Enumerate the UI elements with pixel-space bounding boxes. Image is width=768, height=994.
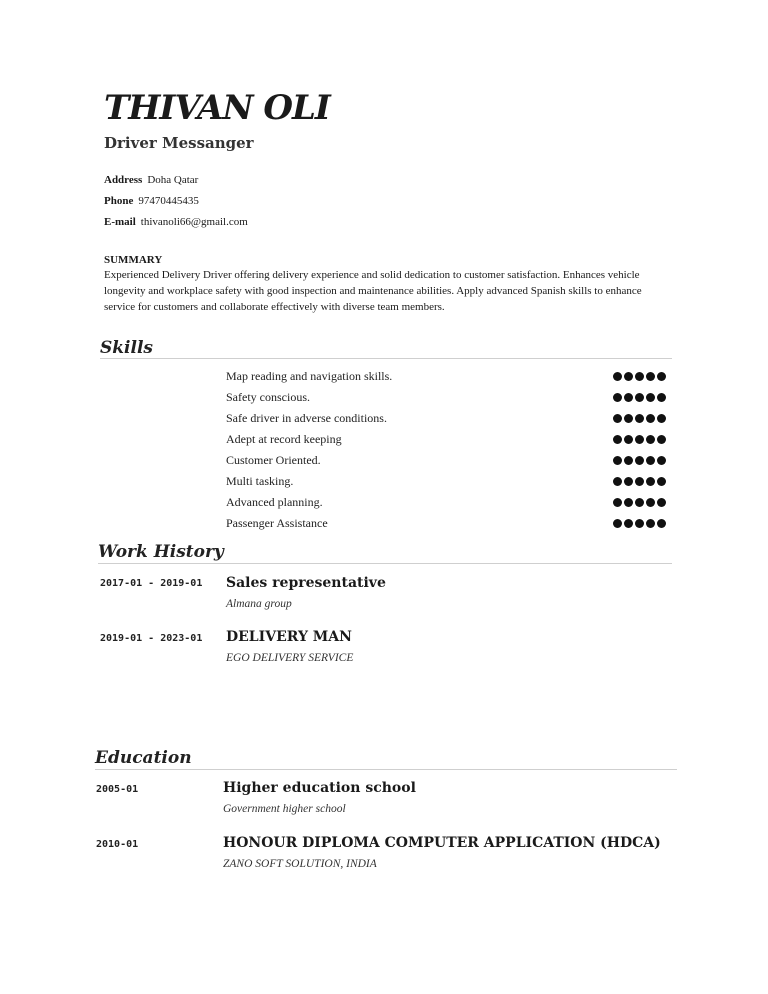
candidate-name: THIVAN OLI (104, 88, 330, 128)
summary-section (104, 254, 644, 315)
rating-dot (635, 498, 644, 507)
work-company: Almana group (226, 598, 292, 610)
rating-dot (613, 435, 622, 444)
work-history-heading: Work History (98, 542, 224, 562)
education-heading: Education (95, 748, 192, 768)
education-divider (95, 769, 677, 770)
rating-dot (635, 393, 644, 402)
address-value: Doha Qatar (147, 174, 199, 186)
work-title: DELIVERY MAN (226, 629, 352, 645)
rating-dot (635, 435, 644, 444)
skill-rating (613, 519, 666, 528)
education-date: 2005-01 (96, 784, 139, 795)
rating-dot (624, 456, 633, 465)
phone-value: 97470445435 (138, 195, 199, 207)
rating-dot (624, 435, 633, 444)
rating-dot (635, 414, 644, 423)
skills-heading: Skills (100, 338, 154, 358)
rating-dot (635, 519, 644, 528)
contact-email (104, 216, 248, 228)
rating-dot (635, 372, 644, 381)
rating-dot (657, 435, 666, 444)
rating-dot (613, 477, 622, 486)
rating-dot (624, 477, 633, 486)
address-label: Address (104, 174, 143, 186)
rating-dot (657, 393, 666, 402)
rating-dot (624, 372, 633, 381)
rating-dot (646, 477, 655, 486)
skill-label: Map reading and navigation skills. (226, 369, 393, 383)
rating-dot (613, 498, 622, 507)
rating-dot (613, 372, 622, 381)
skill-rating (613, 414, 666, 423)
education-title: HONOUR DIPLOMA COMPUTER APPLICATION (HDCA) (223, 835, 661, 851)
rating-dot (624, 519, 633, 528)
education-title: Higher education school (223, 780, 416, 796)
skill-row (226, 453, 666, 473)
skill-row (226, 411, 666, 431)
contact-phone (104, 195, 199, 207)
rating-dot (624, 393, 633, 402)
rating-dot (657, 414, 666, 423)
skill-label: Safe driver in adverse conditions. (226, 411, 387, 425)
email-label: E-mail (104, 216, 136, 228)
work-dates: 2019-01 - 2023-01 (100, 633, 203, 644)
job-title: Driver Messanger (104, 134, 254, 152)
education-institution: Government higher school (223, 803, 346, 815)
rating-dot (657, 372, 666, 381)
phone-label: Phone (104, 195, 134, 207)
skill-rating (613, 393, 666, 402)
skill-label: Advanced planning. (226, 495, 323, 509)
rating-dot (646, 456, 655, 465)
skill-row (226, 432, 666, 452)
summary-text: Experienced Delivery Driver offering delivery experience and solid dedication to customer satisfaction. Enhances vehicle longevity and workplace safety with good inspection and maintenance abilities. Apply advanced Spanish skills to enhance service for customers and collaborate effectively with diverse team members. (104, 269, 642, 313)
rating-dot (624, 498, 633, 507)
rating-dot (657, 456, 666, 465)
contact-address (104, 174, 198, 186)
skill-label: Adept at record keeping (226, 432, 342, 446)
skill-row (226, 516, 666, 536)
rating-dot (624, 414, 633, 423)
rating-dot (657, 477, 666, 486)
skill-label: Customer Oriented. (226, 453, 321, 467)
summary-heading: SUMMARY (104, 254, 163, 266)
skills-divider (100, 358, 672, 359)
skill-row (226, 474, 666, 494)
rating-dot (646, 393, 655, 402)
skill-rating (613, 372, 666, 381)
skill-rating (613, 477, 666, 486)
skill-label: Safety conscious. (226, 390, 310, 404)
skill-row (226, 369, 666, 389)
rating-dot (646, 372, 655, 381)
rating-dot (613, 456, 622, 465)
education-institution: ZANO SOFT SOLUTION, INDIA (223, 858, 377, 870)
rating-dot (613, 519, 622, 528)
skill-rating (613, 456, 666, 465)
work-title: Sales representative (226, 575, 386, 591)
rating-dot (613, 414, 622, 423)
email-value[interactable]: thivanoli66@gmail.com (140, 216, 248, 228)
work-company: EGO DELIVERY SERVICE (226, 652, 354, 664)
rating-dot (646, 414, 655, 423)
rating-dot (657, 498, 666, 507)
work-history-divider (98, 563, 672, 564)
rating-dot (635, 477, 644, 486)
education-date: 2010-01 (96, 839, 139, 850)
skill-label: Multi tasking. (226, 474, 294, 488)
skill-label: Passenger Assistance (226, 516, 328, 530)
rating-dot (646, 498, 655, 507)
rating-dot (646, 435, 655, 444)
rating-dot (635, 456, 644, 465)
rating-dot (613, 393, 622, 402)
skill-rating (613, 498, 666, 507)
work-dates: 2017-01 - 2019-01 (100, 578, 203, 589)
rating-dot (657, 519, 666, 528)
skill-row (226, 495, 666, 515)
rating-dot (646, 519, 655, 528)
skill-rating (613, 435, 666, 444)
skill-row (226, 390, 666, 410)
